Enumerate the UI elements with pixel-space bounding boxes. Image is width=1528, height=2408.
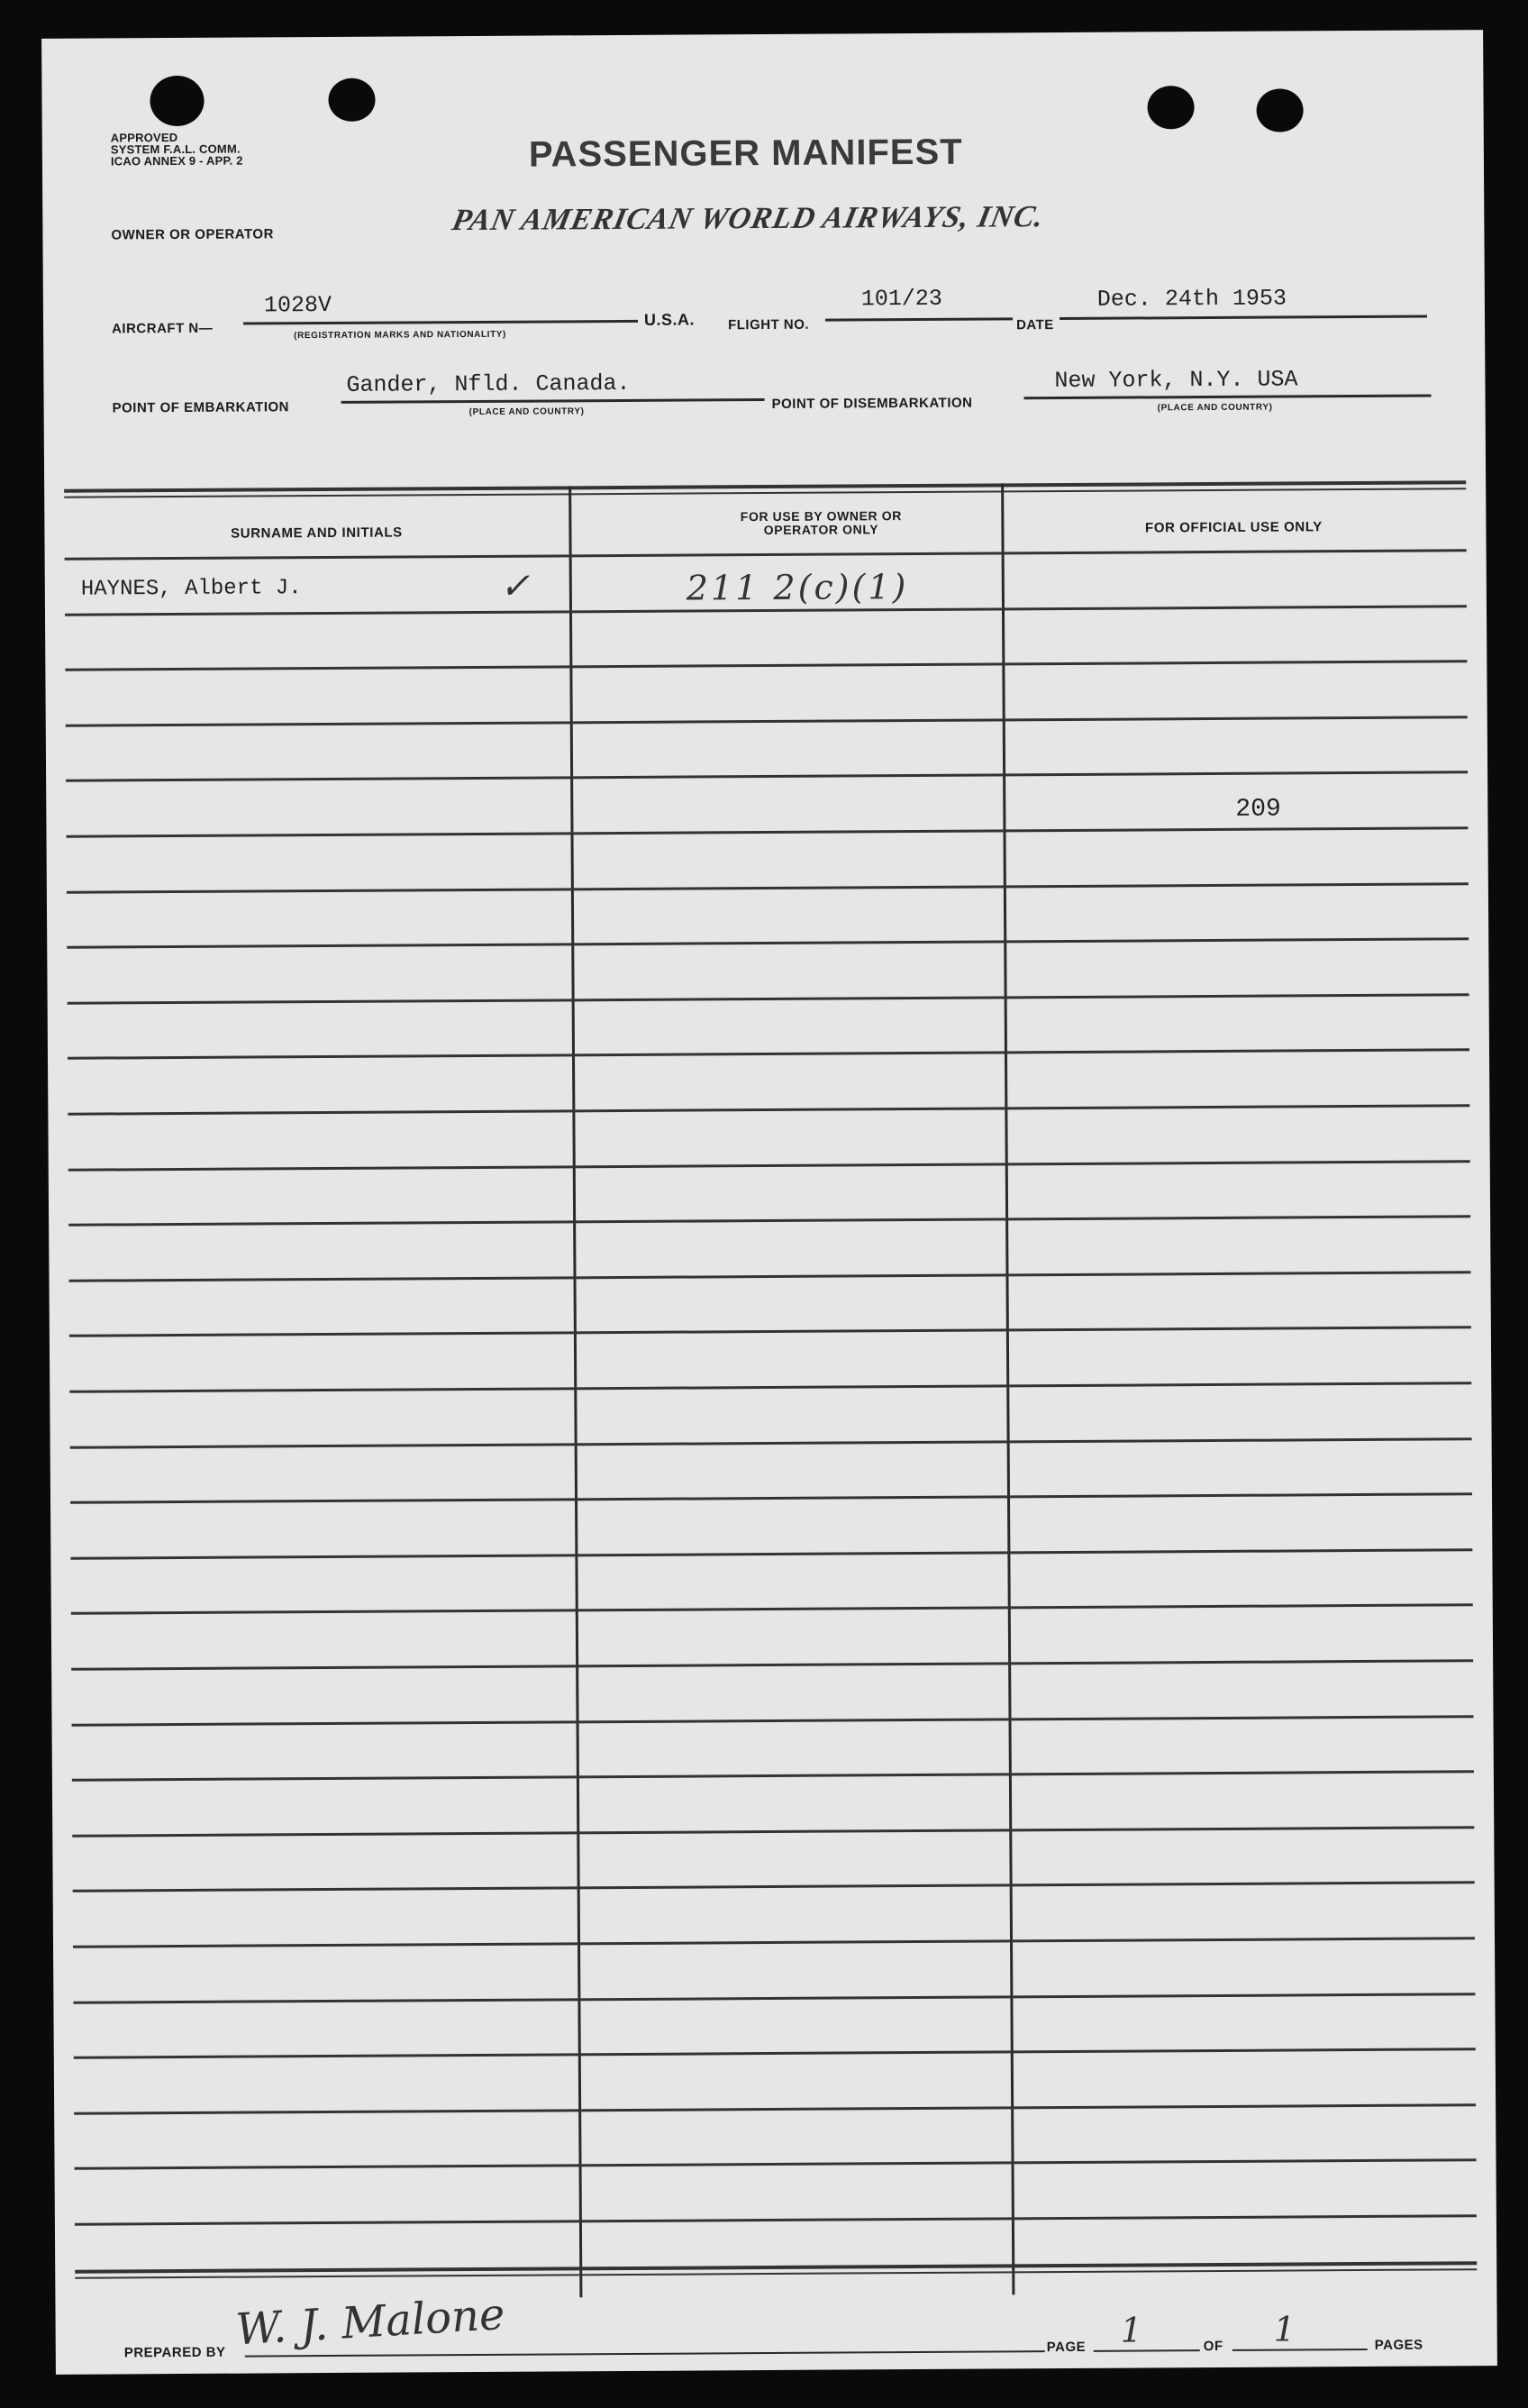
row-rule xyxy=(75,2158,1477,2170)
row-rule xyxy=(73,1937,1475,1948)
punch-hole xyxy=(150,76,204,126)
row-rule xyxy=(68,1104,1469,1116)
company-name: PAN AMERICAN WORLD AIRWAYS, INC. xyxy=(449,200,1048,238)
row-rule xyxy=(71,1603,1473,1615)
owner-label: OWNER OR OPERATOR xyxy=(111,226,274,243)
column-divider xyxy=(568,486,582,2297)
check-mark: ✓ xyxy=(499,565,531,607)
row-rule xyxy=(72,1770,1474,1782)
row-rule xyxy=(66,771,1468,782)
row-rule xyxy=(65,660,1467,671)
row-rule xyxy=(74,2103,1476,2115)
header-official-use: FOR OFFICIAL USE ONLY xyxy=(1144,519,1323,536)
flight-underline xyxy=(825,317,1013,321)
form-title: PASSENGER MANIFEST xyxy=(528,132,963,175)
row-rule xyxy=(73,1881,1475,1893)
row-rule xyxy=(73,1993,1475,2004)
page-number: 1 xyxy=(1120,2310,1142,2350)
passenger-name: HAYNES, Albert J. xyxy=(80,576,302,602)
date-underline xyxy=(1060,315,1427,320)
row-rule xyxy=(68,993,1469,1005)
row-rule xyxy=(68,1048,1469,1060)
owner-use-entry: 211 2(c)(1) xyxy=(686,567,909,608)
row-rule xyxy=(75,2214,1477,2226)
embarkation-underline xyxy=(341,398,765,404)
aircraft-underline xyxy=(243,320,638,325)
prepared-by-label: PREPARED BY xyxy=(123,2344,226,2361)
page-total: 1 xyxy=(1273,2309,1296,2349)
row-rule xyxy=(69,1382,1471,1393)
row-rule xyxy=(68,1160,1470,1172)
of-label: OF xyxy=(1203,2338,1223,2355)
disembarkation-caption: (PLACE AND COUNTRY) xyxy=(1157,402,1273,414)
disembarkation-underline xyxy=(1024,394,1432,399)
date-label: DATE xyxy=(1016,317,1054,333)
row-lines xyxy=(41,30,1483,39)
approval-line: APPROVED xyxy=(110,130,178,145)
header-owner-use: FOR USE BY OWNER OR OPERATOR ONLY xyxy=(740,508,902,538)
aircraft-caption: (REGISTRATION MARKS AND NATIONALITY) xyxy=(294,329,506,342)
pages-label: PAGES xyxy=(1374,2337,1423,2353)
row-rule xyxy=(72,1715,1474,1727)
row-rule xyxy=(72,1826,1474,1838)
date-value: Dec. 24th 1953 xyxy=(1096,285,1287,313)
disembarkation-label: POINT OF DISEMBARKATION xyxy=(771,395,973,412)
approval-line: ICAO ANNEX 9 - APP. 2 xyxy=(110,153,243,169)
approval-note xyxy=(111,132,243,168)
approval-line: SYSTEM F.A.L. COMM. xyxy=(110,141,241,157)
row-rule xyxy=(69,1326,1471,1337)
punch-hole xyxy=(1256,88,1303,132)
punch-hole xyxy=(328,78,375,122)
embarkation-value: Gander, Nfld. Canada. xyxy=(346,369,631,398)
header-surname: SURNAME AND INITIALS xyxy=(231,524,403,542)
flight-label: FLIGHT NO. xyxy=(728,316,810,333)
flight-value: 101/23 xyxy=(860,285,942,313)
row-rule xyxy=(65,549,1467,561)
column-divider xyxy=(1001,483,1014,2294)
table-bottom-rule xyxy=(75,2261,1477,2274)
manifest-sheet xyxy=(41,30,1497,2375)
embarkation-caption: (PLACE AND COUNTRY) xyxy=(468,406,585,418)
table-top-rule xyxy=(64,480,1466,493)
page-underline xyxy=(1094,2349,1200,2352)
row-rule xyxy=(70,1437,1472,1449)
signature: W. J. Malone xyxy=(234,2289,506,2356)
country-label: U.S.A. xyxy=(643,310,696,329)
official-note: 209 xyxy=(1235,795,1281,824)
row-rule xyxy=(70,1492,1472,1504)
row-rule xyxy=(71,1659,1473,1671)
prepared-by-underline xyxy=(245,2350,1045,2357)
row-rule xyxy=(70,1548,1472,1560)
row-rule xyxy=(68,1215,1470,1227)
aircraft-label: AIRCRAFT N— xyxy=(112,320,214,337)
disembarkation-value: New York, N.Y. USA xyxy=(1054,366,1298,395)
pages-underline xyxy=(1232,2349,1368,2351)
embarkation-label: POINT OF EMBARKATION xyxy=(112,399,290,416)
row-rule xyxy=(67,937,1469,949)
row-rule xyxy=(66,716,1468,727)
aircraft-value: 1028V xyxy=(263,291,332,319)
row-rule xyxy=(69,1271,1471,1282)
row-rule xyxy=(74,2048,1476,2059)
row-rule xyxy=(67,882,1469,894)
row-rule xyxy=(66,826,1468,838)
punch-hole xyxy=(1147,86,1194,129)
page-label: PAGE xyxy=(1046,2339,1087,2356)
